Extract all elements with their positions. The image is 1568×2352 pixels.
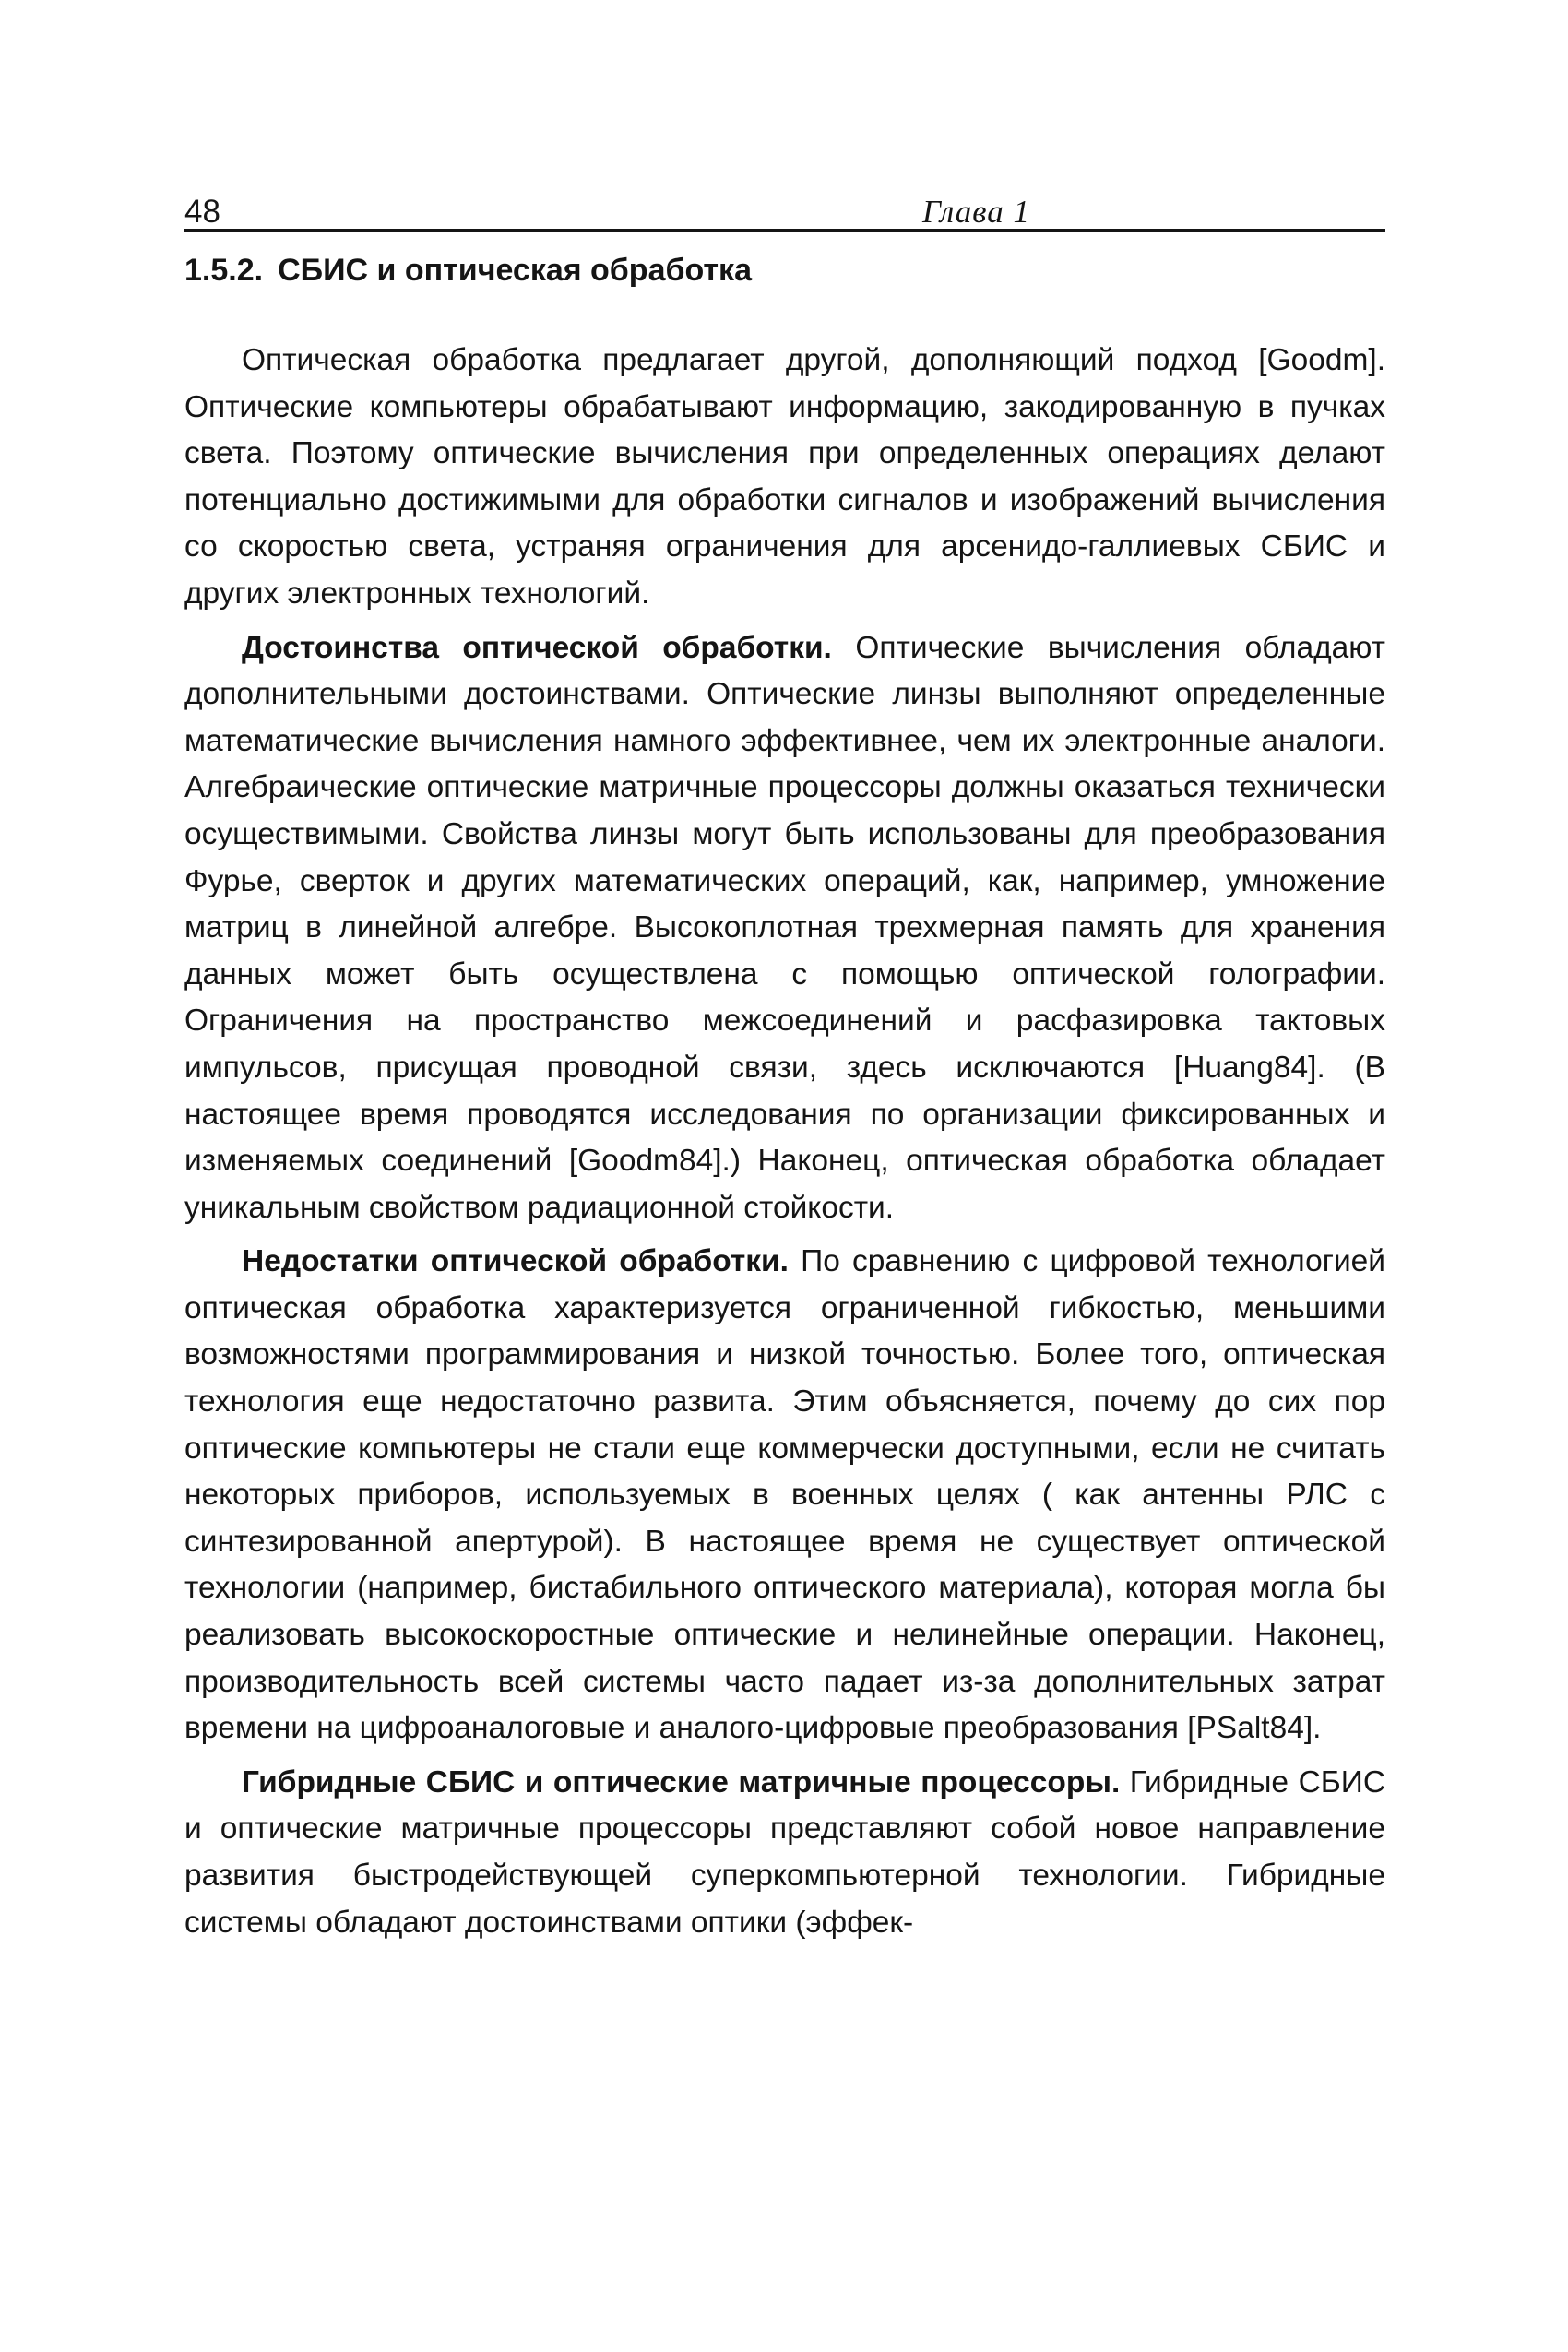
paragraph-text: Гибридные СБИС и оптические матричные процессоры представляют собой новое направление развития быстродействующей суперкомпьютерной технологии. Гибридные системы обладают достоинствами оптики (эффек- xyxy=(184,1764,1386,1940)
paragraph-disadvantages xyxy=(184,1239,1385,1752)
paragraph-hybrid xyxy=(184,1760,1385,1946)
section-heading xyxy=(184,249,752,291)
paragraph-advantages xyxy=(184,625,1385,1232)
page-header xyxy=(184,196,1385,232)
section-title: СБИС и оптическая обработка xyxy=(278,253,752,288)
paragraph-text: Оптическая обработка предлагает другой, дополняющий подход [Goodm]. Оптические компьютеры обрабатывают информацию, закодированную в пучках света. Поэтому оптические вычисления при определенных операциях делают потенциально достижимыми для обработки сигналов и изображений вычисления со скоростью света, устраняя ограничения для арсенидо-галлиевых СБИС и других электронных технологий. xyxy=(184,343,1385,611)
run-in-heading-hybrid: Гибридные СБИС и оптические матричные процессоры. xyxy=(242,1764,1121,1800)
body-text xyxy=(184,338,1385,1954)
running-head: Глава 1 xyxy=(922,194,1030,230)
run-in-heading-disadvantages: Недостатки оптической обработки. xyxy=(242,1244,789,1279)
run-in-heading-advantages: Достоинства оптической обработки. xyxy=(242,630,832,665)
section-number: 1.5.2. xyxy=(184,253,264,288)
paragraph-text: По сравнению с цифровой технологией оптическая обработка характеризуется ограниченной гибкостью, меньшими возможностями программирования и низкой точностью. Более того, оптическая технология еще недостаточно развита. Этим объясняется, почему до сих пор оптические компьютеры не стали еще коммерчески доступными, если не считать некоторых приборов, используемых в военных целях ( как антенны РЛС с синтезированной апертурой). В настоящее время не существует оптической технологии (например, бистабильного оптического материала), которая могла бы реализовать высокоскоростные оптические и нелинейные операции. Наконец, производительность всей системы часто падает из-за дополнительных затрат времени на цифроаналоговые и аналого-цифровые преобразования [PSalt84]. xyxy=(184,1244,1385,1746)
page-number: 48 xyxy=(184,194,220,230)
paragraph-text: Оптические вычисления обладают дополнительными достоинствами. Оптические линзы выполняют определенные математические вычисления намного эффективнее, чем их электронные аналоги. Алгебраические оптические матричные процессоры должны оказаться технически осуществимыми. Свойства линзы могут быть использованы для преобразования Фурье, сверток и других математических операций, как, например, умножение матриц в линейной алгебре. Высокоплотная трехмерная память для хранения данных может быть осуществлена с помощью оптической голографии. Ограничения на пространство межсоединений и расфазировка тактовых импульсов, присущая проводной связи, здесь исключаются [Huang84]. (В настоящее время проводятся исследования по организации фиксированных и изменяемых соединений [Goodm84].) Наконец, оптическая обработка обладает уникальным свойством радиационной стойкости. xyxy=(184,630,1385,1225)
paragraph-intro xyxy=(184,338,1385,618)
